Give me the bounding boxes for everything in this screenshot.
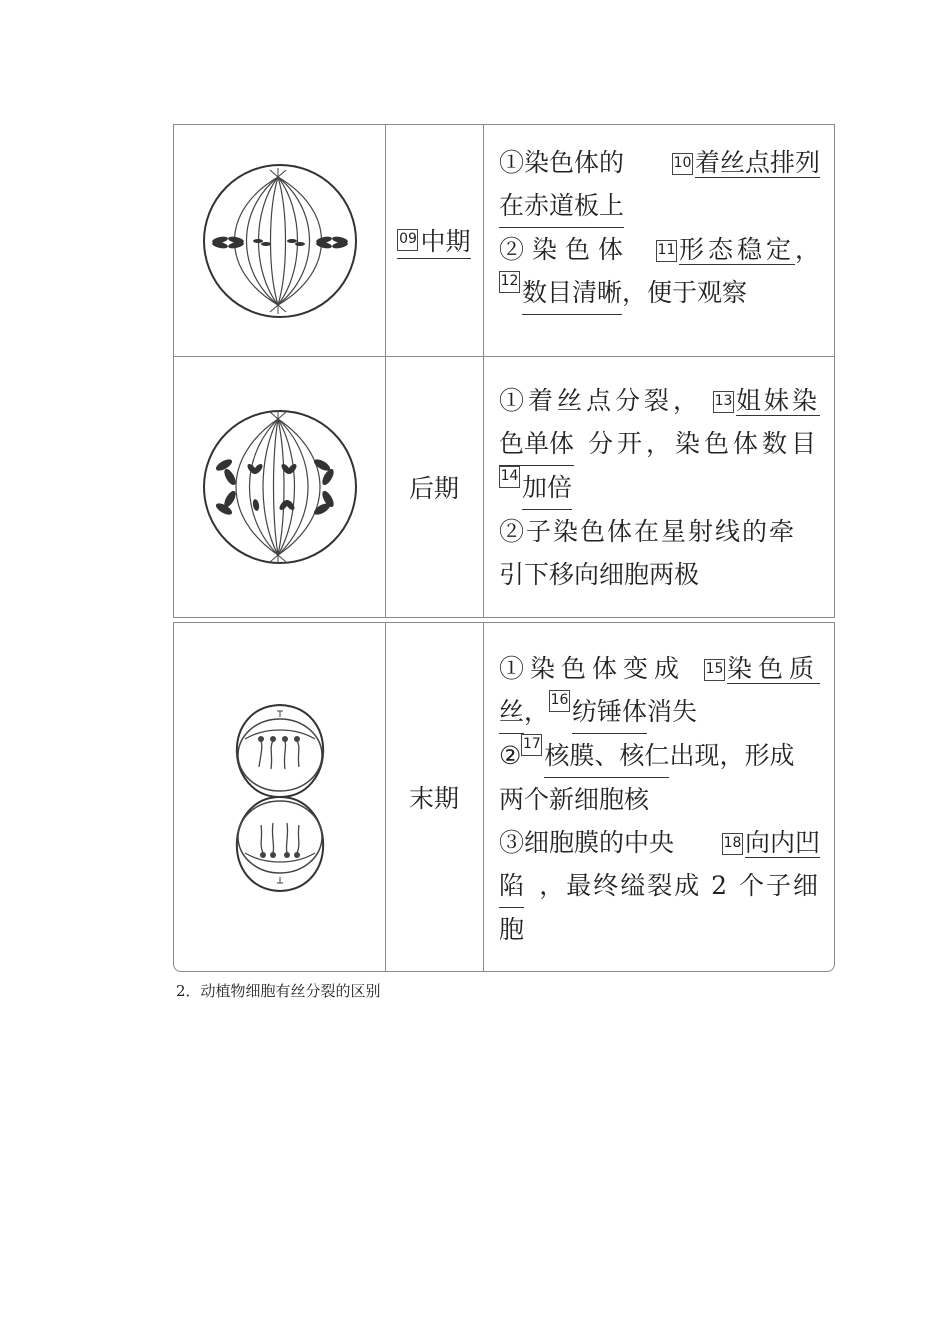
mitosis-table-part2 [173,622,835,972]
telophase-diagram-cell [174,623,386,971]
text: ①染色体的 [499,148,625,177]
text: 胞 [499,915,525,944]
text: ， [524,697,550,726]
text: 出现，形成 [669,741,795,770]
answer-text: 在赤道板上 [499,184,624,228]
answer-text: 核膜、核仁 [544,734,669,778]
text: ②子染色体在星射线的牵 [499,517,797,546]
answer-text: 丝 [499,690,524,734]
blank-number-box: 16 [549,690,570,712]
blank-number-box: 13 [713,391,734,413]
answer-text: 向内凹 [744,828,820,857]
answer-text: 着丝点排列 [694,148,820,177]
blank-number-box: 15 [704,659,725,681]
blank-number-box: 12 [499,271,520,293]
metaphase-cell-diagram [200,161,360,321]
description-cell [483,623,834,971]
text: ② [499,741,522,770]
blank-number-box: 10 [672,153,693,175]
text: 分开，染色体数目 [587,429,820,458]
blank-number-box: 17 [521,734,542,756]
text: 消失 [647,697,698,726]
text: ②染色体 [499,235,632,264]
phase-name-cell [385,357,484,617]
answer-text: 数目清晰 [522,271,622,315]
answer-text: 染色质 [726,654,820,683]
anaphase-diagram-cell [174,357,386,617]
blank-number-box: 14 [499,466,520,488]
answer-text: 加倍 [522,466,572,510]
blank-number-box: 09 [397,229,418,251]
text: 两个新细胞核 [499,785,650,814]
anaphase-cell-diagram [200,407,360,567]
metaphase-diagram-cell [174,125,386,356]
answer-text: 色单体 [499,422,574,466]
text: ，最终缢裂成 2 个子细 [539,871,820,900]
text: ①染色体变成 [499,654,686,683]
section-caption: 2．动植物细胞有丝分裂的区别 [176,982,381,1000]
text: ①着丝点分裂， [499,386,703,415]
blank-number-box: 18 [722,833,743,855]
answer-text: 陷 [499,864,524,908]
table-row-metaphase [174,125,834,357]
description-cell [483,125,834,356]
phase-name-cell [385,623,484,971]
telophase-cell-diagram [215,697,345,897]
answer-text: 形态稳定 [678,235,795,264]
answer-text: 姐妹染 [735,386,820,415]
phase-name-cell [385,125,484,356]
description-cell [483,357,834,617]
phase-name: 中期 [420,227,471,256]
answer-text: 纺锤体 [572,690,647,734]
blank-number-box: 11 [656,240,677,262]
text: ③细胞膜的中央 [499,828,675,857]
table-row-anaphase [174,357,834,617]
text: ，便于观察 [622,278,748,307]
phase-name: 后期 [408,474,459,503]
text: 引下移向细胞两极 [499,560,700,589]
mitosis-table-part1 [173,124,835,618]
text: ， [794,235,820,264]
table-row-telophase [174,623,834,971]
phase-name: 末期 [408,784,459,813]
